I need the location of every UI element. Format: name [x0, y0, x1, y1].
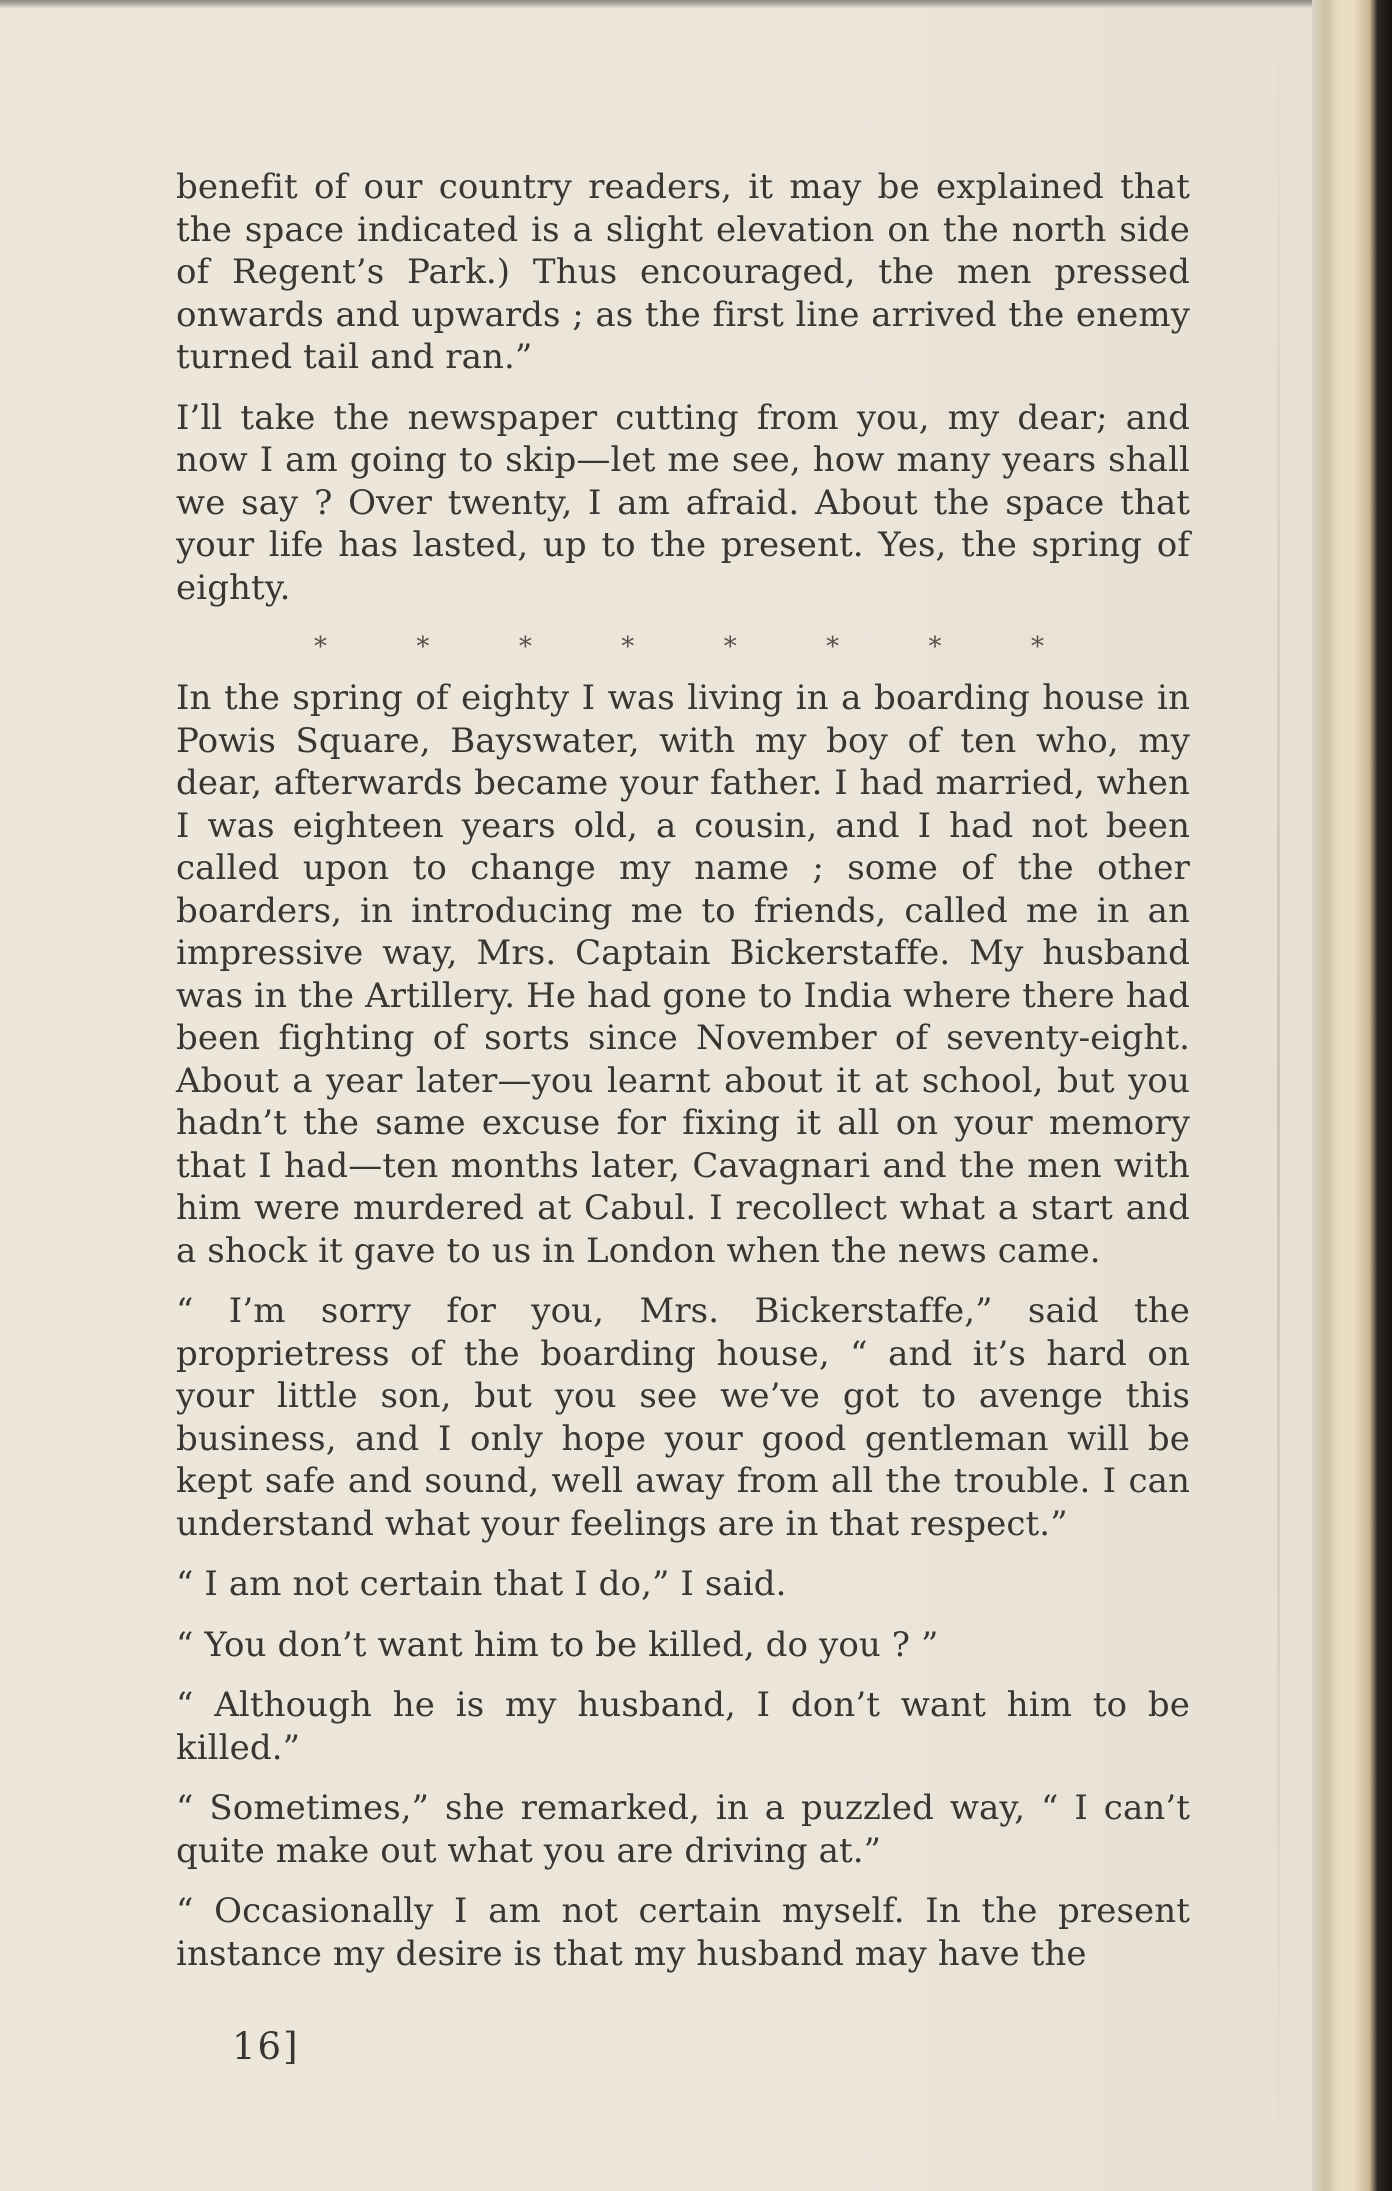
paragraph: “ I’m sorry for you, Mrs. Bickerstaffe,” said the proprietress of the boarding house, “ and it’s hard on your little son, but you see we’ve got to avenge this business, and I only hope your good gentleman will be kept safe and sound, well away from all the trouble. I can understand what your feelings are in that respect.”	[176, 1291, 1190, 1544]
paragraph: “ You don’t want him to be killed, do you ? ”	[176, 1624, 939, 1665]
paragraph: “ Sometimes,” she remarked, in a puzzled way, “ I can’t quite make out what you are driving at.”	[176, 1788, 1190, 1871]
page-fold-shadow	[1277, 0, 1280, 2191]
paragraph: “ Although he is my husband, I don’t want him to be killed.”	[176, 1685, 1190, 1768]
paragraph: “ Occasionally I am not certain myself. In the present instance my desire is that my husband may have the	[176, 1891, 1190, 1974]
section-separator	[314, 617, 1044, 677]
separator-star: *	[518, 632, 532, 662]
separator-star: *	[723, 632, 737, 662]
paragraph: benefit of our country readers, it may be explained that the space indicated is a slight elevation on the north side of Regent’s Park.) Thus encouraged, the men pressed onwards and upwards ; as the first line arrived the enemy turned tail and ran.”	[176, 167, 1190, 377]
separator-star: *	[314, 632, 327, 662]
body-text	[176, 166, 1190, 1975]
page-top-edge	[0, 0, 1312, 8]
separator-star: *	[928, 632, 942, 662]
separator-star: *	[1030, 632, 1044, 662]
separator-star: *	[416, 632, 430, 662]
paragraph: I’ll take the newspaper cutting from you, my dear; and now I am going to skip—let me see, how many years shall we say ? Over twenty, I am afraid. About the space that your life has lasted, up to the present. Yes, the spring of eighty.	[176, 397, 1190, 608]
separator-star: *	[621, 632, 635, 662]
page-number: 16]	[232, 2025, 300, 2068]
book-spine-gutter	[1312, 0, 1392, 2191]
paragraph: In the spring of eighty I was living in a boarding house in Powis Square, Bayswater, with my boy of ten who, my dear, afterwards became your father. I had married, when I was eighteen years old, a cousin, and I had not been called upon to change my name ; some of the other boarders, in introducing me to friends, called me in an impressive way, Mrs. Captain Bickerstaffe. My husband was in the Artillery. He had gone to India where there had been fighting of sorts since November of seventy-eight. About a year later—you learnt about it at school, but you hadn’t the same excuse for fixing it all on your memory that I had—ten months later, Cavagnari and the men with him were murdered at Cabul. I recollect what a start and a shock it gave to us in London when the news came.	[176, 678, 1190, 1271]
separator-star: *	[826, 632, 840, 662]
paragraph: “ I am not certain that I do,” I said.	[176, 1564, 787, 1604]
